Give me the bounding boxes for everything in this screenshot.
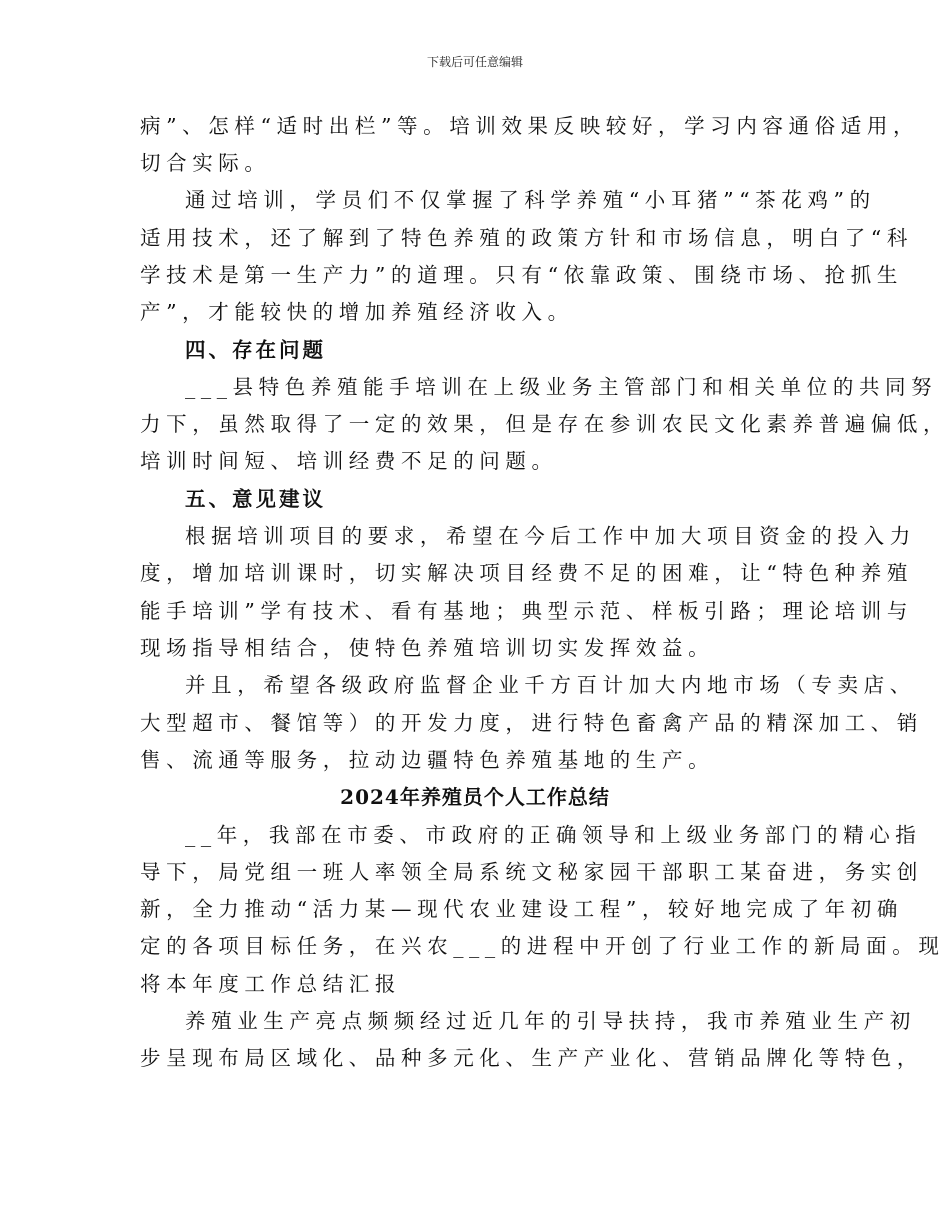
body-line: 现场指导相结合，使特色养殖培训切实发挥效益。	[140, 636, 715, 660]
body-line: 病”、怎样“适时出栏”等。培训效果反映较好，学习内容通俗适用，	[140, 114, 920, 138]
body-line: 学技术是第一生产力”的道理。只有“依靠政策、围绕市场、抢抓生	[140, 263, 903, 287]
body-line: 售、流通等服务，拉动边疆特色养殖基地的生产。	[140, 748, 715, 772]
body-line: ___县特色养殖能手培训在上级业务主管部门和相关单位的共同努	[185, 375, 938, 399]
body-line: 步呈现布局区域化、品种多元化、生产产业化、营销品牌化等特色，	[140, 1046, 923, 1070]
body-line: 适用技术，还了解到了特色养殖的政策方针和市场信息，明白了“科	[140, 226, 913, 250]
body-line: 度，增加培训课时，切实解决项目经费不足的困难，让“特色种养殖	[140, 561, 913, 585]
body-line: 并且，希望各级政府监督企业千方百计加大内地市场（专卖店、	[185, 673, 916, 697]
page-header: 下载后可任意编辑	[426, 55, 523, 69]
body-line: 定的各项目标任务，在兴农___的进程中开创了行业工作的新局面。现	[140, 934, 945, 958]
body-line: 导下，局党组一班人率领全局系统文秘家园干部职工某奋进，务实创	[140, 860, 923, 884]
document-title: 2024年养殖员个人工作总结	[340, 785, 610, 809]
body-line: 产”，才能较快的增加养殖经济收入。	[140, 300, 574, 324]
body-line: 养殖业生产亮点频频经过近几年的引导扶持，我市养殖业生产初	[185, 1009, 916, 1033]
body-line: 培训时间短、培训经费不足的问题。	[140, 449, 558, 473]
body-line: 通过培训，学员们不仅掌握了科学养殖“小耳猪”“茶花鸡”的	[185, 188, 876, 212]
body-line: 新，全力推动“活力某—现代农业建设工程”，较好地完成了年初确	[140, 897, 903, 921]
section-heading: 五、意见建议	[185, 487, 326, 511]
section-heading: 四、存在问题	[185, 338, 326, 362]
body-line: 力下，虽然取得了一定的效果，但是存在参训农民文化素养普遍偏低，	[140, 412, 950, 436]
body-line: 大型超市、餐馆等）的开发力度，进行特色畜禽产品的精深加工、销	[140, 711, 923, 735]
body-line: 能手培训”学有技术、看有基地；典型示范、样板引路；理论培训与	[140, 599, 913, 623]
body-line: __年，我部在市委、市政府的正确领导和上级业务部门的精心指	[185, 823, 922, 847]
body-line: 切合实际。	[140, 151, 271, 175]
body-line: 根据培训项目的要求，希望在今后工作中加大项目资金的投入力	[185, 524, 916, 548]
body-line: 将本年度工作总结汇报	[140, 972, 401, 996]
